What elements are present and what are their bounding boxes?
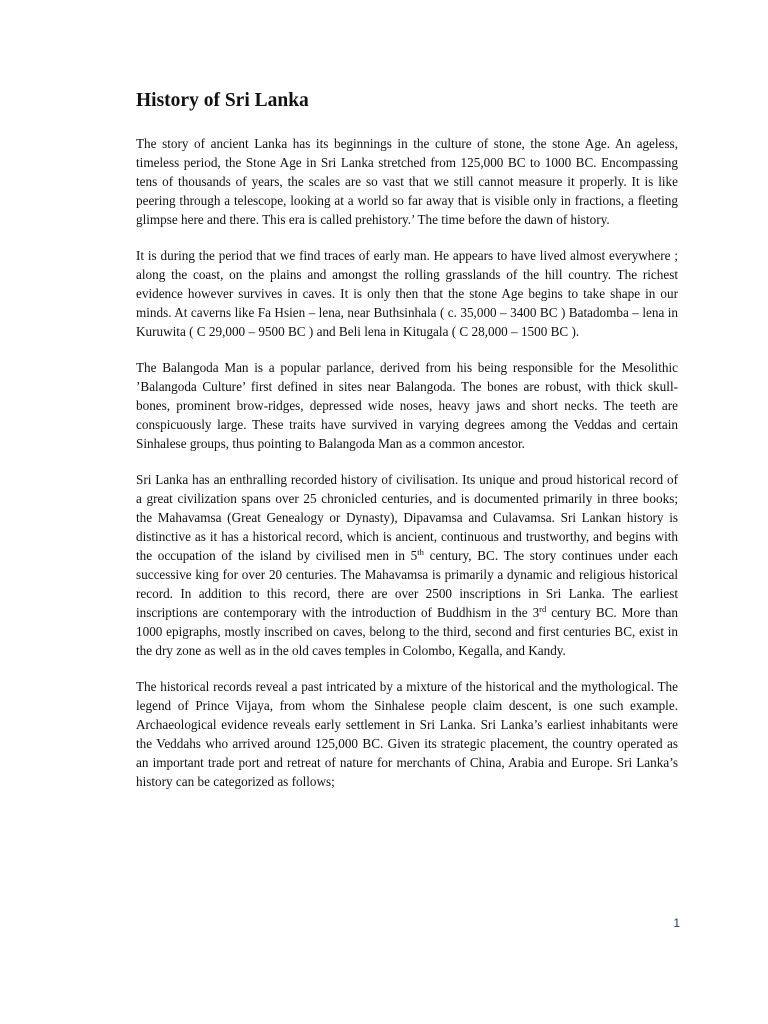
document-body bbox=[136, 88, 678, 808]
paragraph-text: century, BC. The story continues under each successive king for over 20 centuries. The Mahavamsa is primarily a dynamic and religious historical record. In addition to this record, there are over 2500 inscriptions in Sri Lanka. The earliest inscriptions are contemporary with the introduction of Buddhism in the 3 bbox=[136, 548, 678, 620]
document-title: History of Sri Lanka bbox=[136, 90, 309, 111]
superscript: rd bbox=[539, 604, 547, 614]
superscript: th bbox=[417, 547, 424, 557]
page-number: 1 bbox=[673, 916, 680, 930]
paragraph-balangoda-man: The Balangoda Man is a popular parlance, derived from his being responsible for the Mesolithic ’Balangoda Culture’ first defined in sites near Balangoda. The bones are robust, with thick skull-bones, prominent brow-ridges, depressed wide noses, heavy jaws and short necks. The teeth are conspicuously large. These traits have survived in varying degrees among the Veddas and certain Sinhalese groups, thus pointing to Balangoda Man as a common ancestor. bbox=[136, 360, 678, 451]
paragraph-text: century BC. More than 1000 epigraphs, mostly inscribed on caves, belong to the third, second and first centuries BC, exist in the dry zone as well as in the old caves temples in Colombo, Kegalla, and Kandy. bbox=[136, 605, 679, 658]
paragraph-text: Sri Lanka has an enthralling recorded history of civilisation. Its unique and proud historical record of a great civilization spans over 25 chronicled centuries, and is documented primarily in three books; the Mahavamsa (Great Genealogy or Dynasty), Dipavamsa and Culavamsa. Sri Lankan history is distinctive as it has a historical record, which is ancient, continuous and trustworthy, and begins with the occupation of the island by civilised men in 5 bbox=[136, 472, 678, 563]
paragraph-recorded-history bbox=[136, 470, 678, 660]
paragraph-early-man: It is during the period that we find traces of early man. He appears to have lived almost everywhere ; along the coast, on the plains and amongst the rolling grasslands of the hill country. The richest evidence however survives in caves. It is only then that the stone Age begins to take shape in our minds. At caverns like Fa Hsien – lena, near Buthsinhala ( c. 35,000 – 3400 BC ) Batadomba – lena in Kuruwita ( C 29,000 – 9500 BC ) and Beli lena in Kitugala ( C 28,000 – 1500 BC ). bbox=[136, 248, 678, 339]
paragraph-stone-age: The story of ancient Lanka has its beginnings in the culture of stone, the stone Age. An ageless, timeless period, the Stone Age in Sri Lanka stretched from 125,000 BC to 1000 BC. Encompassing tens of thousands of years, the scales are so vast that we still cannot measure it properly. It is like peering through a telescope, looking at a world so far away that is visible only in fractions, a fleeting glimpse here and there. This era is called prehistory.’ The time before the dawn of history. bbox=[136, 136, 678, 227]
paragraph-historical-records: The historical records reveal a past intricated by a mixture of the historical and the mythological. The legend of Prince Vijaya, from whom the Sinhalese people claim descent, is one such example. Archaeological evidence reveals early settlement in Sri Lanka. Sri Lanka’s earliest inhabitants were the Veddahs who arrived around 125,000 BC. Given its strategic placement, the country operated as an important trade port and retreat of nature for merchants of China, Arabia and Europe. Sri Lanka’s history can be categorized as follows; bbox=[136, 679, 678, 789]
